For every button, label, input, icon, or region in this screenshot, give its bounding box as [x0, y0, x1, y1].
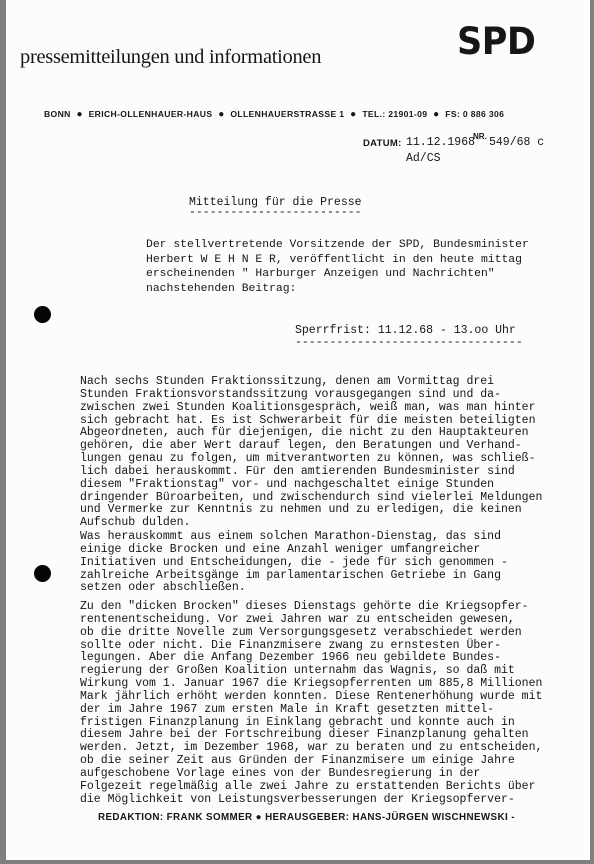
footer-credits: REDAKTION: FRANK SOMMER ● HERAUSGEBER: HANS-JÜRGEN WISCHNEWSKI -	[98, 812, 515, 823]
bullet-icon: ●	[350, 109, 357, 120]
punch-hole-icon	[34, 565, 51, 582]
intro-block	[146, 238, 576, 296]
body-paragraph-3	[80, 601, 542, 807]
bullet-icon: ●	[76, 109, 83, 120]
body-line: zahlreiche Arbeitsgänge im parlamentarischen Getriebe in Gang	[80, 568, 501, 582]
body-line: Stunden Fraktionsvorstandssitzung vorausgegangen sind und da-	[80, 387, 501, 401]
body-line: rentenentscheidung. Vor zwei Jahren war zu entscheiden gewesen,	[80, 612, 515, 626]
body-line: legungen. Aber die Anfang Dezember 1966 neu gebildete Bundes-	[80, 651, 501, 665]
intro-line: Der stellvertretende Vorsitzende der SPD, Bundesminister	[146, 239, 529, 251]
body-line: dringender Büroarbeiten, und zwischendurch sind vielerlei Meldungen	[80, 490, 543, 504]
body-line: diesem "Fraktionstag" vor- und nachgeschaltet einige Stunden	[80, 477, 495, 491]
date-label: DATUM:	[363, 138, 402, 149]
body-line: setzen oder abschließen.	[80, 581, 246, 595]
embargo-notice: Sperrfrist: 11.12.68 - 13.oo Uhr	[295, 324, 516, 337]
body-line: sollte oder nicht. Die Finanzmisere zwang zu ernstesten Über-	[80, 638, 501, 652]
address-street: OLLENHAUERSTRASSE 1	[230, 109, 345, 119]
heading-underline: -------------------------	[189, 206, 362, 219]
body-line: gehören, die aber Wert darauf legen, den Beratungen und Verhand-	[80, 439, 522, 453]
body-line: Aufschub dulden.	[80, 516, 191, 530]
address-city: BONN	[44, 109, 71, 119]
reference-initials: Ad/CS	[406, 152, 441, 165]
number-label: NR.	[473, 132, 487, 141]
address-line	[44, 109, 504, 120]
bullet-icon: ●	[433, 109, 440, 120]
body-line: Initiativen und Entscheidungen, die - jede für sich genommen -	[80, 555, 508, 569]
body-line: ob die dritte Novelle zum Versorgungsgesetz verabschiedet werden	[80, 625, 522, 639]
intro-line: erscheinenden " Harburger Anzeigen und Nachrichten"	[146, 268, 495, 281]
body-line: Mark jährlich erhöht werden konnten. Diese Rentenerhöhung wurde mit	[80, 689, 543, 703]
body-line: Zu den "dicken Brocken" dieses Dienstags gehörte die Kriegsopfer-	[80, 600, 529, 613]
address-phone: TEL.: 21901-09	[362, 109, 428, 119]
body-line: werden. Jetzt, im Dezember 1968, war zu beraten und zu entscheiden,	[80, 741, 543, 755]
body-line: sich gebracht hat. Es ist Schwerarbeit für die meisten beteiligten	[80, 413, 536, 427]
body-line: zwischen zwei Stunden Koalitionsgespräch, weiß man, was man hinter	[80, 400, 536, 414]
address-telex: FS: 0 886 306	[445, 109, 505, 119]
body-line: fristigen Finanzplanung in Einklang gebracht und konnte auch in	[80, 715, 515, 729]
body-line: Was herauskommt aus einem solchen Marathon-Dienstag, das sind	[80, 530, 501, 543]
embargo-underline: ---------------------------------	[295, 336, 523, 349]
body-line: diesem Jahre bei der Fortschreibung dieser Finanzplanung gehalten	[80, 728, 529, 742]
punch-hole-icon	[34, 306, 51, 323]
body-line: einige dicke Brocken und eine Anzahl weniger umfangreicher	[80, 542, 481, 556]
body-line: ob die seiner Zeit aus Gründen der Finanzmisere um einige Jahre	[80, 754, 515, 768]
body-line: die Möglichkeit von Leistungsverbesserungen der Kriegsopferver-	[80, 792, 515, 806]
body-line: der im Jahre 1967 zum ersten Male in Kraft gesetzten mittel-	[80, 702, 495, 716]
body-paragraph-1	[80, 376, 542, 530]
press-release-page	[6, 0, 590, 860]
body-line: Wirkung vom 1. Januar 1967 die Kriegsopferrenten um 885,8 Millionen	[80, 677, 543, 691]
body-line: Folgezeit regelmäßig alle zwei Jahre zu erstattenden Berichts über	[80, 779, 536, 793]
body-line: aufgeschobene Vorlage eines von der Bundesregierung in der	[80, 766, 481, 780]
body-line: regierung der Großen Koalition unternahm das Wagnis, so daß mit	[80, 664, 515, 678]
body-paragraph-2	[80, 531, 508, 595]
masthead-title: pressemitteilungen und informationen	[20, 46, 322, 68]
body-line: lich dabei herauskommt. Für den amtierenden Bundesminister sind	[80, 464, 515, 478]
body-line: Abgeordneten, auch für diejenigen, die nicht zu den Hauptakteuren	[80, 426, 529, 440]
document-heading: Mitteilung für die Presse	[189, 196, 362, 209]
date-value: 11.12.1968	[406, 136, 476, 149]
intro-line: Herbert W E H N E R, veröffentlicht in den heute mittag	[146, 253, 522, 266]
bullet-icon: ●	[218, 109, 225, 120]
body-line: Nach sechs Stunden Fraktionssitzung, denen am Vormittag drei	[80, 375, 495, 388]
intro-line: nachstehenden Beitrag:	[146, 282, 297, 295]
body-line: lungen genau zu folgen, um mitverantworten zu können, was schließ-	[80, 452, 536, 466]
number-value: 549/68 c	[489, 136, 545, 149]
address-building: ERICH-OLLENHAUER-HAUS	[88, 109, 213, 119]
body-line: und Vermerke zur Kenntnis zu nehmen und zu erledigen, die keinen	[80, 503, 522, 517]
spd-logo: SPD	[457, 20, 536, 64]
